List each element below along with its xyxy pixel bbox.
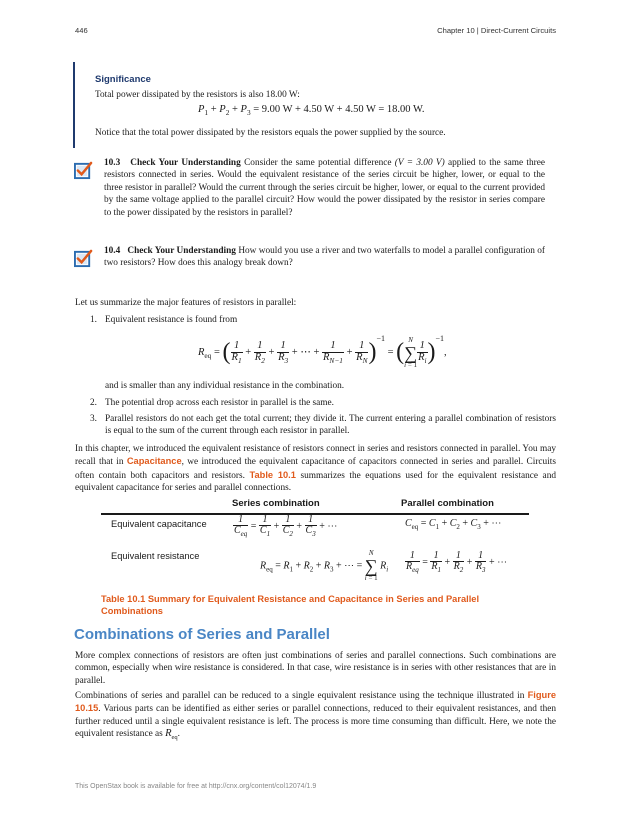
col-series: Series combination bbox=[232, 498, 320, 509]
para-text: Combinations of series and parallel can be reduced to a single equivalent resistance using the technique illustrated in bbox=[75, 691, 525, 701]
list-number: 2. bbox=[90, 398, 97, 408]
check-text: applied to the same three resistors connected in series. Would the equivalent resistance of the series circuit be higher, lower, or equal to the three resistor in parallel? Would the current through the series circuit be higher, lower, or equal to the current provided by the same voltage applied to the parallel circuit? How would the power dissipated by the resistor in series compare to the power dissipated by the resistors in parallel? bbox=[104, 158, 545, 218]
significance-text: Total power dissipated by the resistors is also 18.00 W: bbox=[95, 90, 300, 100]
parallel-resistance-eq: $\frac{1}{R_{eq}}$ = $\frac{1}{R_1}$ + $\frac{1}{R_2}$ + $\frac{1}{R_3}$ + ⋯ bbox=[406, 550, 508, 574]
check-title: Check Your Understanding bbox=[127, 246, 236, 256]
chapter-title: Chapter 10 | Direct-Current Circuits bbox=[437, 26, 556, 35]
section-paragraph: More complex connections of resistors are often just combinations of series and parallel connections. Such combinations are common, especially when wire resistance is considered. In that case, wire resistance is in series with other resistances that are in parallel. bbox=[75, 651, 556, 686]
para-text: . Various parts can be identified as either series or parallel connections, reduced to their equivalent resistances, and then further reduced until a single equivalent resistance is left. The process is more time consuming than difficult. Here, we note the equivalent resistance as bbox=[75, 704, 556, 740]
para-text: In this chapter, we introduced the equivalent resistance of resistors connect in series and resistors connected in parallel. You may recall that in bbox=[75, 444, 556, 468]
check-10-3 bbox=[104, 157, 545, 219]
list-item: Parallel resistors do not each get the total current; they divide it. The current entering a parallel combination of resistors is equal to the sum of the current through each resistor in parallel. bbox=[105, 414, 556, 437]
series-resistance-eq: $R_{eq} = R_1 + R_2 + R_3$ + ⋯ = N ∑ i = 1 $R_i$ bbox=[260, 549, 389, 582]
significance-heading: Significance bbox=[95, 74, 151, 85]
significance-note: Notice that the total power dissipated by the resistors equals the power supplied by the source. bbox=[95, 128, 446, 138]
chapter-paragraph bbox=[75, 443, 556, 495]
check-condition: (V = 3.00 V) bbox=[394, 158, 445, 168]
check-10-4 bbox=[104, 245, 545, 270]
capacitance-link[interactable]: Capacitance bbox=[126, 456, 182, 467]
list-item: The potential drop across each resistor in parallel is the same. bbox=[105, 398, 334, 408]
footer-text: This OpenStax book is available for free at http://cnx.org/content/col12074/1.9 bbox=[75, 783, 317, 790]
row-label: Equivalent resistance bbox=[111, 551, 200, 561]
figure-link[interactable]: Figure 10.15 bbox=[75, 690, 556, 714]
check-number: 10.3 bbox=[104, 158, 121, 168]
table-link[interactable]: Table 10.1 bbox=[249, 469, 296, 480]
check-title: Check Your Understanding bbox=[130, 158, 241, 168]
list-number: 1. bbox=[90, 315, 97, 325]
col-parallel: Parallel combination bbox=[401, 498, 494, 509]
list-item: Equivalent resistance is found from bbox=[105, 315, 238, 325]
para-text: , we introduced the equivalent capacitance of capacitors connected in series and parallel. Circuits often contain both capacitors and resistors. bbox=[75, 457, 556, 481]
checkbox-icon bbox=[74, 249, 93, 268]
summary-after: and is smaller than any individual resistance in the combination. bbox=[105, 381, 345, 391]
check-number: 10.4 bbox=[104, 246, 121, 256]
table-caption: Table 10.1 Summary for Equivalent Resistance and Capacitance in Series and Parallel Combinations bbox=[101, 594, 480, 616]
parallel-capacitance-eq: $C_{eq} = C_1 + C_2 + C_3$ + ⋯ bbox=[405, 518, 502, 531]
page-number: 446 bbox=[75, 26, 88, 35]
series-capacitance-eq: $\frac{1}{C_{eq}}$ = $\frac{1}{C_1}$ + $\frac{1}{C_2}$ + $\frac{1}{C_3}$ + ⋯ bbox=[234, 514, 338, 538]
section-paragraph-2: Combinations of series and parallel can be reduced to a single equivalent resistance using the technique illustrated in Figure 10.15. Various parts can be identified as either series or parallel connections, reduced to their equivalent resistances, and then further reduced until a single equivalent resistance is left. The process is more time consuming than difficult. Here, we note the equivalent resistance as $R_{eq}$. bbox=[75, 690, 556, 742]
row-label: Equivalent capacitance bbox=[111, 519, 207, 529]
section-title: Combinations of Series and Parallel bbox=[74, 626, 330, 643]
para-text: summarizes the equations used for the equivalent resistance and equivalent capacitance for series and parallel connections. bbox=[75, 470, 556, 494]
parallel-resistance-equation: $R_{eq}$ = ( $\frac{1}{R_1}$ + $\frac{1}{R_2}$ + $\frac{1}{R_3}$ + ⋯ + $\frac{1}{R_{N-1}}$ + $\frac{1}{R_N}$ )$^{-1}$ = ( N ∑ i = 1 $\frac{1}{R_i}$ )$^{-1}$, bbox=[198, 334, 447, 369]
summary-intro: Let us summarize the major features of resistors in parallel: bbox=[75, 298, 297, 308]
checkbox-icon bbox=[74, 161, 93, 180]
significance-rule bbox=[73, 62, 75, 148]
check-text: How would you use a river and two waterfalls to model a parallel configuration of two resistors? How does this analogy break down? bbox=[104, 246, 546, 269]
list-number: 3. bbox=[90, 414, 97, 424]
power-equation: $P_1 + P_2 + P_3 = 9.00$ W + 4.50 W + 4.50 W = 18.00 W. bbox=[198, 104, 425, 118]
check-lead: Consider the same potential difference bbox=[244, 158, 392, 168]
